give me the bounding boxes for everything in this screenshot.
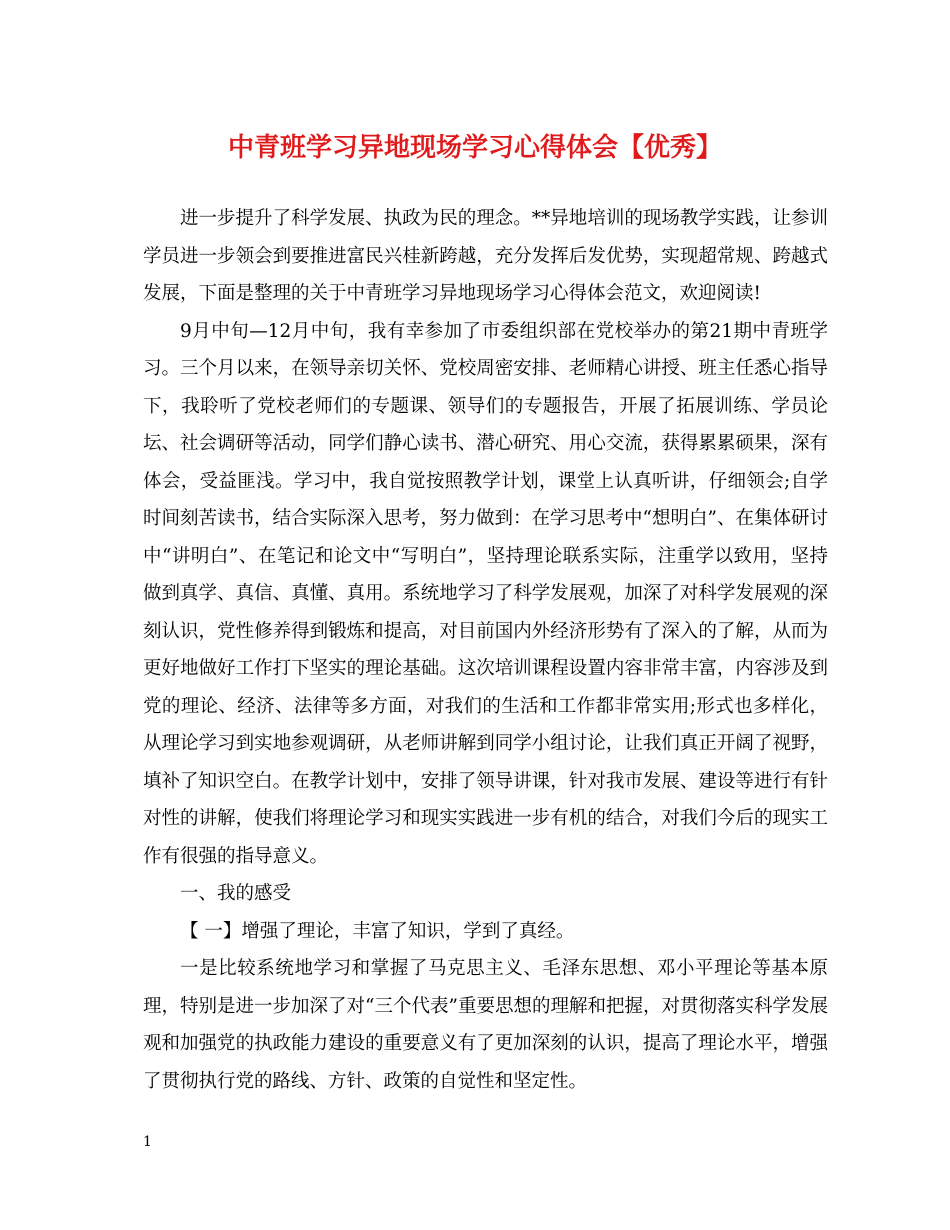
document-body xyxy=(143,200,828,1100)
subsection-heading-theory: 【 一】增强了理论，丰富了知识，学到了真经。 xyxy=(180,920,575,942)
page-number: 1 xyxy=(143,1134,152,1150)
document-title: 中青班学习异地现场学习心得体会【优秀】 xyxy=(227,133,722,163)
paragraph-study-overview: 9月中旬—12月中旬，我有幸参加了市委组织部在党校举办的第21期中青班学习。三个月以来，在领导亲切关怀、党校周密安排、老师精心讲授、班主任悉心指导下，我聆听了党校老师们的专题课、领导们的专题报告，开展了拓展训练、学员论坛、社会调研等活动，同学们静心读书、潜心研究、用心交流，获得累累硕果，深有体会，受益匪浅。学习中，我自觉按照教学计划，课堂上认真听讲，仔细领会;自学时间刻苦读书，结合实际深入思考，努力做到：在学习思考中“想明白”、在集体研讨中“讲明白”、在笔记和论文中“写明白”，坚持理论联系实际，注重学以致用，坚持做到真学、真信、真懂、真用。系统地学习了科学发展观，加深了对科学发展观的深刻认识，党性修养得到锻炼和提高，对目前国内外经济形势有了深入的了解，从而为更好地做好工作打下坚实的理论基础。这次培训课程设置内容非常丰富，内容涉及到党的理论、经济、法律等多方面，对我们的生活和工作都非常实用;形式也多样化，从理论学习到实地参观调研，从老师讲解到同学小组讨论，让我们真正开阔了视野，填补了知识空白。在教学计划中，安排了领导讲课，针对我市发展、建设等进行有针对性的讲解，使我们将理论学习和现实实践进一步有机的结合，对我们今后的现实工作有很强的指导意义。 xyxy=(143,320,828,867)
section-heading-my-feelings: 一、我的感受 xyxy=(180,883,292,904)
paragraph-intro: 进一步提升了科学发展、执政为民的理念。**异地培训的现场教学实践，让参训学员进一步领会到要推进富民兴桂新跨越，充分发挥后发优势，实现超常规、跨越式发展，下面是整理的关于中青班学习异地现场学习心得体会范文，欢迎阅读! xyxy=(143,208,828,304)
paragraph-theory-study: 一是比较系统地学习和掌握了马克思主义、毛泽东思想、邓小平理论等基本原理，特别是进一步加深了对“三个代表”重要思想的理解和把握，对贯彻落实科学发展观和加强党的执政能力建设的重要意义有了更加深刻的认识，提高了理论水平，增强了贯彻执行党的路线、方针、政策的自觉性和坚定性。 xyxy=(143,958,828,1092)
